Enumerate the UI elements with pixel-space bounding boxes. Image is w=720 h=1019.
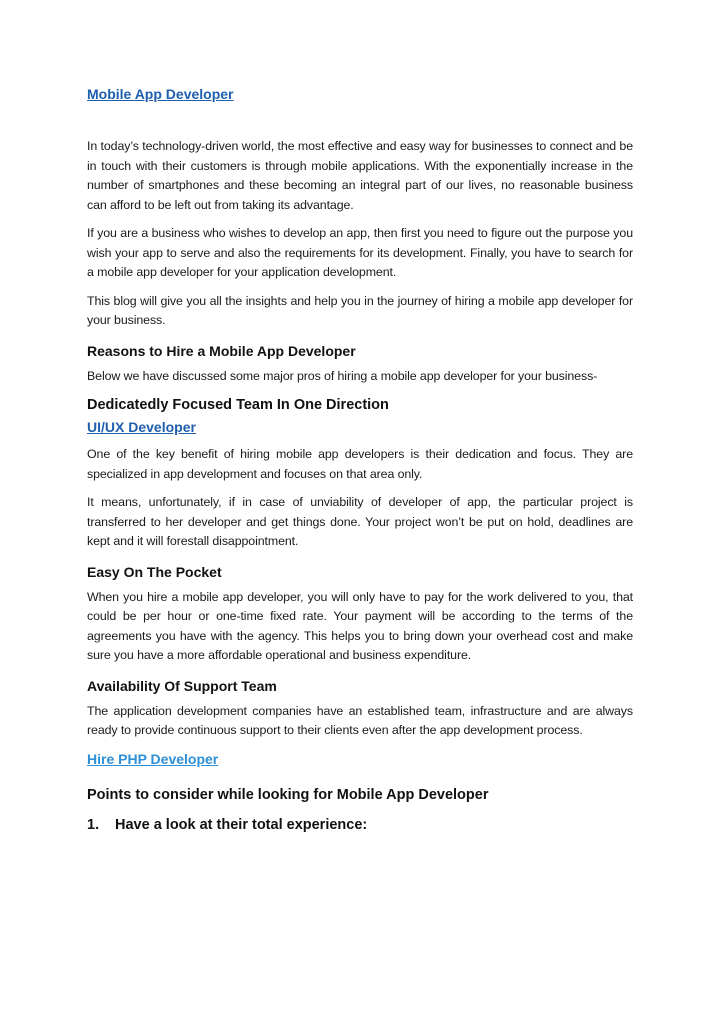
- list-item-text: Have a look at their total experience:: [115, 816, 368, 833]
- focused-paragraph-1: One of the key benefit of hiring mobile app developers is their dedication and focus. They are specialized in app development and focuses on that area only.: [87, 447, 633, 481]
- document-content: [87, 86, 633, 833]
- intro-paragraph-1: In today’s technology-driven world, the most effective and easy way for businesses to connect and be in touch with their customers is through mobile applications. With the exponentially increase in the number of smartphones and these becoming an integral part of our lives, no reasonable business can afford to be left out from taking its advantage.: [87, 139, 633, 212]
- list-number: 1.: [87, 816, 100, 833]
- reasons-heading: Reasons to Hire a Mobile App Developer: [87, 342, 356, 359]
- focused-heading: Dedicatedly Focused Team In One Direction: [87, 397, 389, 413]
- pocket-heading: Easy On The Pocket: [87, 563, 222, 580]
- uiux-developer-link[interactable]: UI/UX Developer: [87, 419, 196, 435]
- list-item-1: [87, 817, 633, 833]
- title-row: [87, 86, 633, 104]
- pocket-paragraph-1: When you hire a mobile app developer, you will only have to pay for the work delivered to you, that could be per hour or one-time fixed rate. Your payment will be according to the terms of the agreements you have with the agency. This helps you to bring down your overhead cost and make sure you have a more affordable operational and business expenditure.: [87, 589, 633, 662]
- reasons-intro: Below we have discussed some major pros of hiring a mobile app developer for your business-: [87, 368, 598, 383]
- focused-paragraph-2: It means, unfortunately, if in case of unviability of developer of app, the particular project is transferred to her developer and get things done. Your project won’t be put on hold, deadlines are kept and it will forestall disappointment.: [87, 495, 633, 548]
- uiux-row: [87, 419, 633, 437]
- mobile-app-developer-link[interactable]: Mobile App Developer: [87, 86, 234, 102]
- hire-php-developer-link[interactable]: Hire PHP Developer: [87, 750, 219, 767]
- intro-paragraph-2: If you are a business who wishes to develop an app, then first you need to figure out the purpose you wish your app to serve and also the requirements for its development. Finally, you have to search for a mobile app developer for your application development.: [87, 226, 633, 279]
- php-row: [87, 751, 633, 769]
- support-paragraph-1: The application development companies have an established team, infrastructure and are always ready to provide continuous support to their clients even after the app development process.: [87, 703, 633, 737]
- intro-paragraph-3: This blog will give you all the insights and help you in the journey of hiring a mobile app developer for your business.: [87, 293, 633, 327]
- support-heading: Availability Of Support Team: [87, 677, 277, 694]
- points-heading: Points to consider while looking for Mobile App Developer: [87, 786, 489, 803]
